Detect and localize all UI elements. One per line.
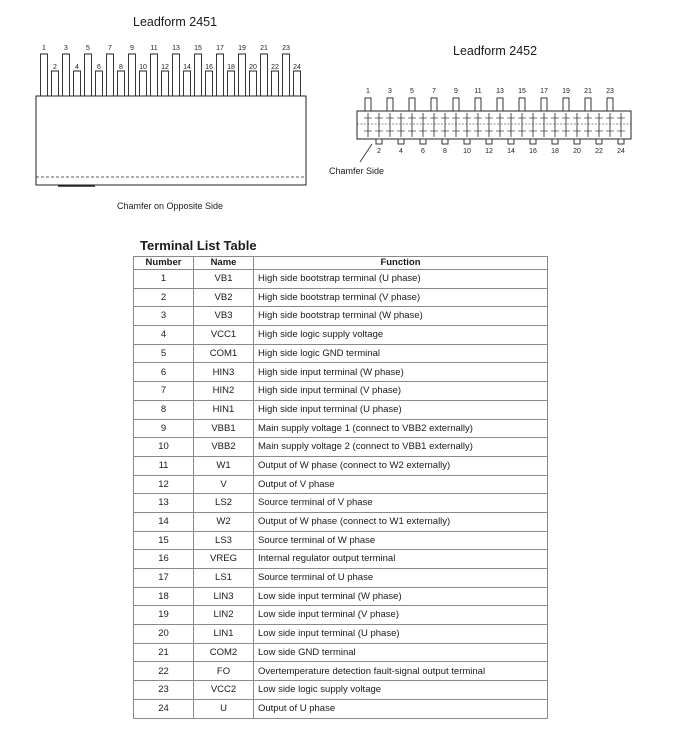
cell-number: 18 bbox=[134, 587, 194, 606]
pin-number-label: 16 bbox=[529, 148, 537, 155]
table-row bbox=[134, 587, 548, 606]
cell-number: 20 bbox=[134, 625, 194, 644]
cell-number: 19 bbox=[134, 606, 194, 625]
cell-name: LIN2 bbox=[194, 606, 254, 625]
cell-function: Main supply voltage 2 (connect to VBB1 externally) bbox=[254, 438, 548, 457]
pin bbox=[596, 139, 602, 144]
pin-number-label: 5 bbox=[410, 88, 414, 95]
cell-number: 11 bbox=[134, 456, 194, 475]
pin bbox=[376, 139, 382, 144]
cell-name: HIN1 bbox=[194, 400, 254, 419]
header-number: Number bbox=[134, 257, 194, 270]
table-row bbox=[134, 400, 548, 419]
table-row bbox=[134, 344, 548, 363]
pin-number-label: 13 bbox=[496, 88, 504, 95]
pin-number-label: 14 bbox=[507, 148, 515, 155]
cell-name: VCC1 bbox=[194, 326, 254, 345]
pin-number-label: 4 bbox=[75, 64, 79, 71]
cell-number: 17 bbox=[134, 569, 194, 588]
cell-number: 21 bbox=[134, 643, 194, 662]
table-row bbox=[134, 512, 548, 531]
table-row bbox=[134, 288, 548, 307]
cell-number: 15 bbox=[134, 531, 194, 550]
cell-function: Low side input terminal (W phase) bbox=[254, 587, 548, 606]
cell-function: High side input terminal (U phase) bbox=[254, 400, 548, 419]
pin-number-label: 5 bbox=[86, 45, 90, 52]
cell-name: HIN3 bbox=[194, 363, 254, 382]
cell-function: Source terminal of U phase bbox=[254, 569, 548, 588]
pin bbox=[409, 98, 415, 111]
pin-number-label: 18 bbox=[551, 148, 559, 155]
cell-number: 8 bbox=[134, 400, 194, 419]
cell-function: Source terminal of V phase bbox=[254, 494, 548, 513]
table-row bbox=[134, 438, 548, 457]
pin-number-label: 11 bbox=[150, 45, 158, 52]
pin-number-label: 2 bbox=[377, 148, 381, 155]
pin-number-label: 22 bbox=[271, 64, 279, 71]
pin-number-label: 6 bbox=[97, 64, 101, 71]
cell-function: High side bootstrap terminal (W phase) bbox=[254, 307, 548, 326]
table-row bbox=[134, 475, 548, 494]
pin bbox=[420, 139, 426, 144]
pin bbox=[574, 139, 580, 144]
leadform-2451-title: Leadform 2451 bbox=[133, 15, 218, 29]
cell-function: Low side logic supply voltage bbox=[254, 681, 548, 700]
cell-number: 16 bbox=[134, 550, 194, 569]
cell-function: High side logic GND terminal bbox=[254, 344, 548, 363]
cell-name: COM2 bbox=[194, 643, 254, 662]
cell-number: 2 bbox=[134, 288, 194, 307]
pin bbox=[398, 139, 404, 144]
cell-name: HIN2 bbox=[194, 382, 254, 401]
pin-number-label: 15 bbox=[518, 88, 526, 95]
table-row bbox=[134, 307, 548, 326]
table-row bbox=[134, 606, 548, 625]
pin-number-label: 17 bbox=[540, 88, 548, 95]
pin bbox=[541, 98, 547, 111]
chamfer-leader-line bbox=[360, 144, 372, 162]
pin bbox=[497, 98, 503, 111]
pin-number-label: 1 bbox=[42, 45, 46, 52]
pin bbox=[365, 98, 371, 111]
cell-name: LS2 bbox=[194, 494, 254, 513]
pin bbox=[563, 98, 569, 111]
table-row bbox=[134, 681, 548, 700]
cell-function: Low side input terminal (V phase) bbox=[254, 606, 548, 625]
pin-number-label: 15 bbox=[194, 45, 202, 52]
cell-function: Overtemperature detection fault-signal output terminal bbox=[254, 662, 548, 681]
pin-number-label: 17 bbox=[216, 45, 224, 52]
cell-number: 9 bbox=[134, 419, 194, 438]
cell-name: VB2 bbox=[194, 288, 254, 307]
pin-number-label: 1 bbox=[366, 88, 370, 95]
table-row bbox=[134, 456, 548, 475]
cell-name: LS3 bbox=[194, 531, 254, 550]
cell-function: Low side input terminal (U phase) bbox=[254, 625, 548, 644]
cell-number: 4 bbox=[134, 326, 194, 345]
package-body bbox=[357, 111, 631, 139]
cell-number: 13 bbox=[134, 494, 194, 513]
pin bbox=[618, 139, 624, 144]
pin-number-label: 21 bbox=[584, 88, 592, 95]
pin-number-label: 20 bbox=[573, 148, 581, 155]
table-row bbox=[134, 625, 548, 644]
pin-number-label: 2 bbox=[53, 64, 57, 71]
pin-number-label: 3 bbox=[388, 88, 392, 95]
cell-number: 12 bbox=[134, 475, 194, 494]
pin-number-label: 18 bbox=[227, 64, 235, 71]
pin-number-label: 12 bbox=[485, 148, 493, 155]
pin-number-label: 22 bbox=[595, 148, 603, 155]
cell-name: COM1 bbox=[194, 344, 254, 363]
table-row bbox=[134, 382, 548, 401]
cell-name: V bbox=[194, 475, 254, 494]
cell-function: High side bootstrap terminal (V phase) bbox=[254, 288, 548, 307]
pin-number-label: 24 bbox=[617, 148, 625, 155]
cell-name: LIN1 bbox=[194, 625, 254, 644]
table-row bbox=[134, 494, 548, 513]
leadform-2452-title: Leadform 2452 bbox=[453, 44, 538, 58]
cell-name: VBB2 bbox=[194, 438, 254, 457]
header-name: Name bbox=[194, 257, 254, 270]
header-function: Function bbox=[254, 257, 548, 270]
pin-number-label: 24 bbox=[293, 64, 301, 71]
cell-number: 14 bbox=[134, 512, 194, 531]
pin-number-label: 13 bbox=[172, 45, 180, 52]
table-row bbox=[134, 550, 548, 569]
cell-function: Output of V phase bbox=[254, 475, 548, 494]
cell-name: W1 bbox=[194, 456, 254, 475]
cell-number: 5 bbox=[134, 344, 194, 363]
cell-number: 22 bbox=[134, 662, 194, 681]
pin-number-label: 12 bbox=[161, 64, 169, 71]
cell-name: VCC2 bbox=[194, 681, 254, 700]
cell-number: 10 bbox=[134, 438, 194, 457]
chamfer-side-note: Chamfer Side bbox=[329, 166, 385, 176]
table-row bbox=[134, 363, 548, 382]
pin bbox=[453, 98, 459, 111]
cell-name: LS1 bbox=[194, 569, 254, 588]
cell-name: VB3 bbox=[194, 307, 254, 326]
cell-number: 1 bbox=[134, 270, 194, 289]
cell-function: High side bootstrap terminal (U phase) bbox=[254, 270, 548, 289]
pin-number-label: 7 bbox=[108, 45, 112, 52]
cell-function: Output of U phase bbox=[254, 699, 548, 718]
pin-number-label: 10 bbox=[463, 148, 471, 155]
terminal-list-table bbox=[133, 256, 548, 719]
cell-function: Output of W phase (connect to W2 externally) bbox=[254, 456, 548, 475]
pin-number-label: 16 bbox=[205, 64, 213, 71]
cell-function: High side logic supply voltage bbox=[254, 326, 548, 345]
table-row bbox=[134, 419, 548, 438]
cell-function: Main supply voltage 1 (connect to VBB2 externally) bbox=[254, 419, 548, 438]
pin bbox=[475, 98, 481, 111]
pin bbox=[530, 139, 536, 144]
pin-number-label: 6 bbox=[421, 148, 425, 155]
table-row bbox=[134, 270, 548, 289]
cell-name: VREG bbox=[194, 550, 254, 569]
cell-name: LIN3 bbox=[194, 587, 254, 606]
pin-number-label: 14 bbox=[183, 64, 191, 71]
cell-function: Internal regulator output terminal bbox=[254, 550, 548, 569]
cell-function: Source terminal of W phase bbox=[254, 531, 548, 550]
pin-number-label: 11 bbox=[474, 88, 482, 95]
cell-function: Output of W phase (connect to W1 externally) bbox=[254, 512, 548, 531]
cell-number: 24 bbox=[134, 699, 194, 718]
cell-function: Low side GND terminal bbox=[254, 643, 548, 662]
pin bbox=[464, 139, 470, 144]
pin bbox=[442, 139, 448, 144]
table-header-row bbox=[134, 257, 548, 270]
pin bbox=[508, 139, 514, 144]
cell-number: 7 bbox=[134, 382, 194, 401]
table-row bbox=[134, 662, 548, 681]
pin-number-label: 23 bbox=[606, 88, 614, 95]
pin-number-label: 23 bbox=[282, 45, 290, 52]
table-row bbox=[134, 643, 548, 662]
cell-name: VBB1 bbox=[194, 419, 254, 438]
pin-number-label: 8 bbox=[443, 148, 447, 155]
pin-number-label: 19 bbox=[562, 88, 570, 95]
cell-number: 3 bbox=[134, 307, 194, 326]
cell-name: FO bbox=[194, 662, 254, 681]
cell-name: U bbox=[194, 699, 254, 718]
cell-name: W2 bbox=[194, 512, 254, 531]
cell-function: High side input terminal (W phase) bbox=[254, 363, 548, 382]
table-row bbox=[134, 326, 548, 345]
table-row bbox=[134, 531, 548, 550]
pin-number-label: 19 bbox=[238, 45, 246, 52]
chamfer-opposite-note: Chamfer on Opposite Side bbox=[117, 201, 224, 211]
pin-number-label: 4 bbox=[399, 148, 403, 155]
table-row bbox=[134, 699, 548, 718]
pin-number-label: 21 bbox=[260, 45, 268, 52]
pin-number-label: 20 bbox=[249, 64, 257, 71]
cell-number: 23 bbox=[134, 681, 194, 700]
cell-function: High side input terminal (V phase) bbox=[254, 382, 548, 401]
pin-number-label: 9 bbox=[130, 45, 134, 52]
pin-number-label: 10 bbox=[139, 64, 147, 71]
pin bbox=[607, 98, 613, 111]
pin bbox=[387, 98, 393, 111]
pin-number-label: 9 bbox=[454, 88, 458, 95]
pin bbox=[585, 98, 591, 111]
pin bbox=[431, 98, 437, 111]
cell-name: VB1 bbox=[194, 270, 254, 289]
pin bbox=[552, 139, 558, 144]
pin bbox=[519, 98, 525, 111]
terminal-table-title: Terminal List Table bbox=[140, 238, 257, 253]
pin-number-label: 7 bbox=[432, 88, 436, 95]
cell-number: 6 bbox=[134, 363, 194, 382]
pin bbox=[486, 139, 492, 144]
pin-number-label: 3 bbox=[64, 45, 68, 52]
pin-number-label: 8 bbox=[119, 64, 123, 71]
table-row bbox=[134, 569, 548, 588]
